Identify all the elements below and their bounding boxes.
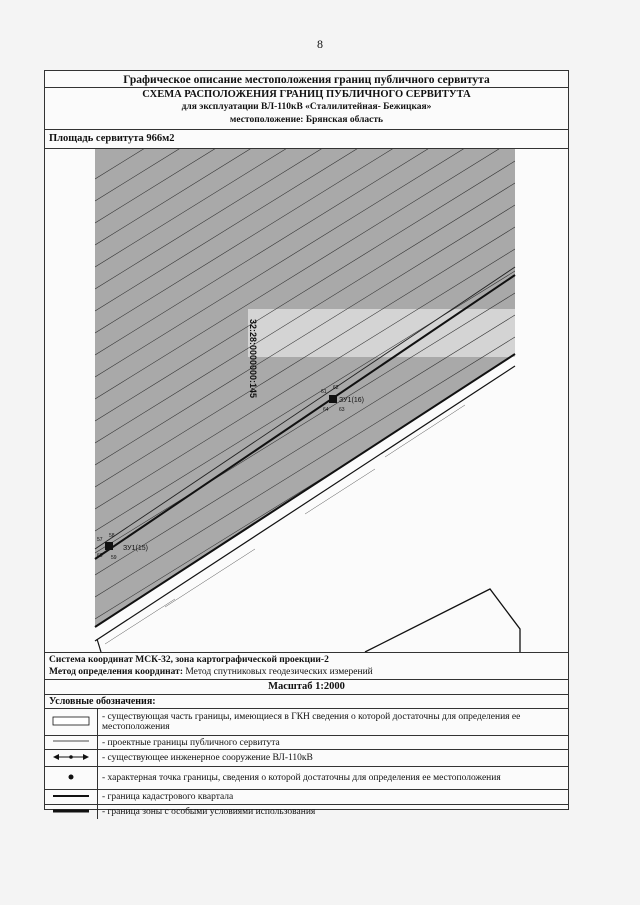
special-zone-symbol <box>51 807 91 815</box>
location-line: местоположение: Брянская область <box>229 115 384 125</box>
map-drawing <box>45 149 568 652</box>
upper-plot-label: ЗУ1(16) <box>339 397 364 404</box>
point-label: 60 <box>97 553 103 559</box>
point-label: 61 <box>321 389 327 395</box>
point-label: 64 <box>323 407 329 413</box>
document-header <box>45 71 568 130</box>
legend-text: - существующее инженерное сооружение ВЛ-110кВ <box>98 750 569 767</box>
legend-row <box>45 767 568 790</box>
lower-plot-label: ЗУ1(15) <box>123 545 148 552</box>
map-scale: Масштаб 1:2000 <box>45 680 568 695</box>
scheme-map <box>45 149 568 653</box>
legend-row <box>45 805 568 820</box>
point-label: 63 <box>339 407 345 413</box>
purpose-line: для эксплуатации ВЛ-110кВ «Сталилитейная- Бежицкая» <box>181 102 432 112</box>
bottom-left-tick <box>97 639 101 652</box>
upper-plot-marker <box>329 395 337 403</box>
point-label: 57 <box>97 537 103 543</box>
parcel-label: 32:28:0000000:145 <box>248 319 258 399</box>
scheme-subtitle: СХЕМА РАСПОЛОЖЕНИЯ ГРАНИЦ ПУБЛИЧНОГО СЕРВИТУТА <box>142 89 471 100</box>
legend-title: Условные обозначения: <box>45 695 568 709</box>
document-frame <box>44 70 569 817</box>
legend-row <box>45 709 568 736</box>
legend-row <box>45 736 568 750</box>
legend-text: - проектные границы публичного сервитута <box>98 736 569 750</box>
servitude-area: Площадь сервитута 966м2 <box>45 130 568 149</box>
coordinates-info <box>45 653 568 680</box>
legend-row <box>45 790 568 805</box>
special-zone-fill <box>95 149 515 627</box>
legend-text: - граница кадастрового квартала <box>98 790 569 805</box>
method-label: Метод определения координат: <box>49 667 183 677</box>
legend-text: - характерная точка границы, сведения о которой достаточны для определения ее местоположения <box>98 767 569 790</box>
power-line-symbol <box>51 752 91 762</box>
method-value: Метод спутниковых геодезических измерений <box>185 667 373 677</box>
gkn-boundary-symbol <box>51 715 91 727</box>
lower-plot-marker <box>105 542 113 550</box>
legend-text: - граница зоны с особыми условиями использования <box>102 807 316 817</box>
point-label: 58 <box>109 533 115 539</box>
boundary-point-symbol <box>51 772 91 782</box>
coord-system: Система координат МСК-32, зона картографической проекции-2 <box>49 655 329 665</box>
point-label: 59 <box>111 555 117 561</box>
document-title: Графическое описание местоположения границ публичного сервитута <box>45 71 568 88</box>
servitude-boundary-symbol <box>51 737 91 745</box>
point-label: 62 <box>333 385 339 391</box>
legend-text: - существующая часть границы, имеющиеся в ГКН сведения о которой достаточны для определения ее местоположения <box>98 709 569 736</box>
parcel-highlight <box>248 309 515 357</box>
legend-table <box>45 709 568 819</box>
bottom-right-boundary <box>365 589 520 652</box>
page-number: 8 <box>317 37 323 51</box>
cadastral-quarter-symbol <box>51 792 91 800</box>
legend-row <box>45 750 568 767</box>
